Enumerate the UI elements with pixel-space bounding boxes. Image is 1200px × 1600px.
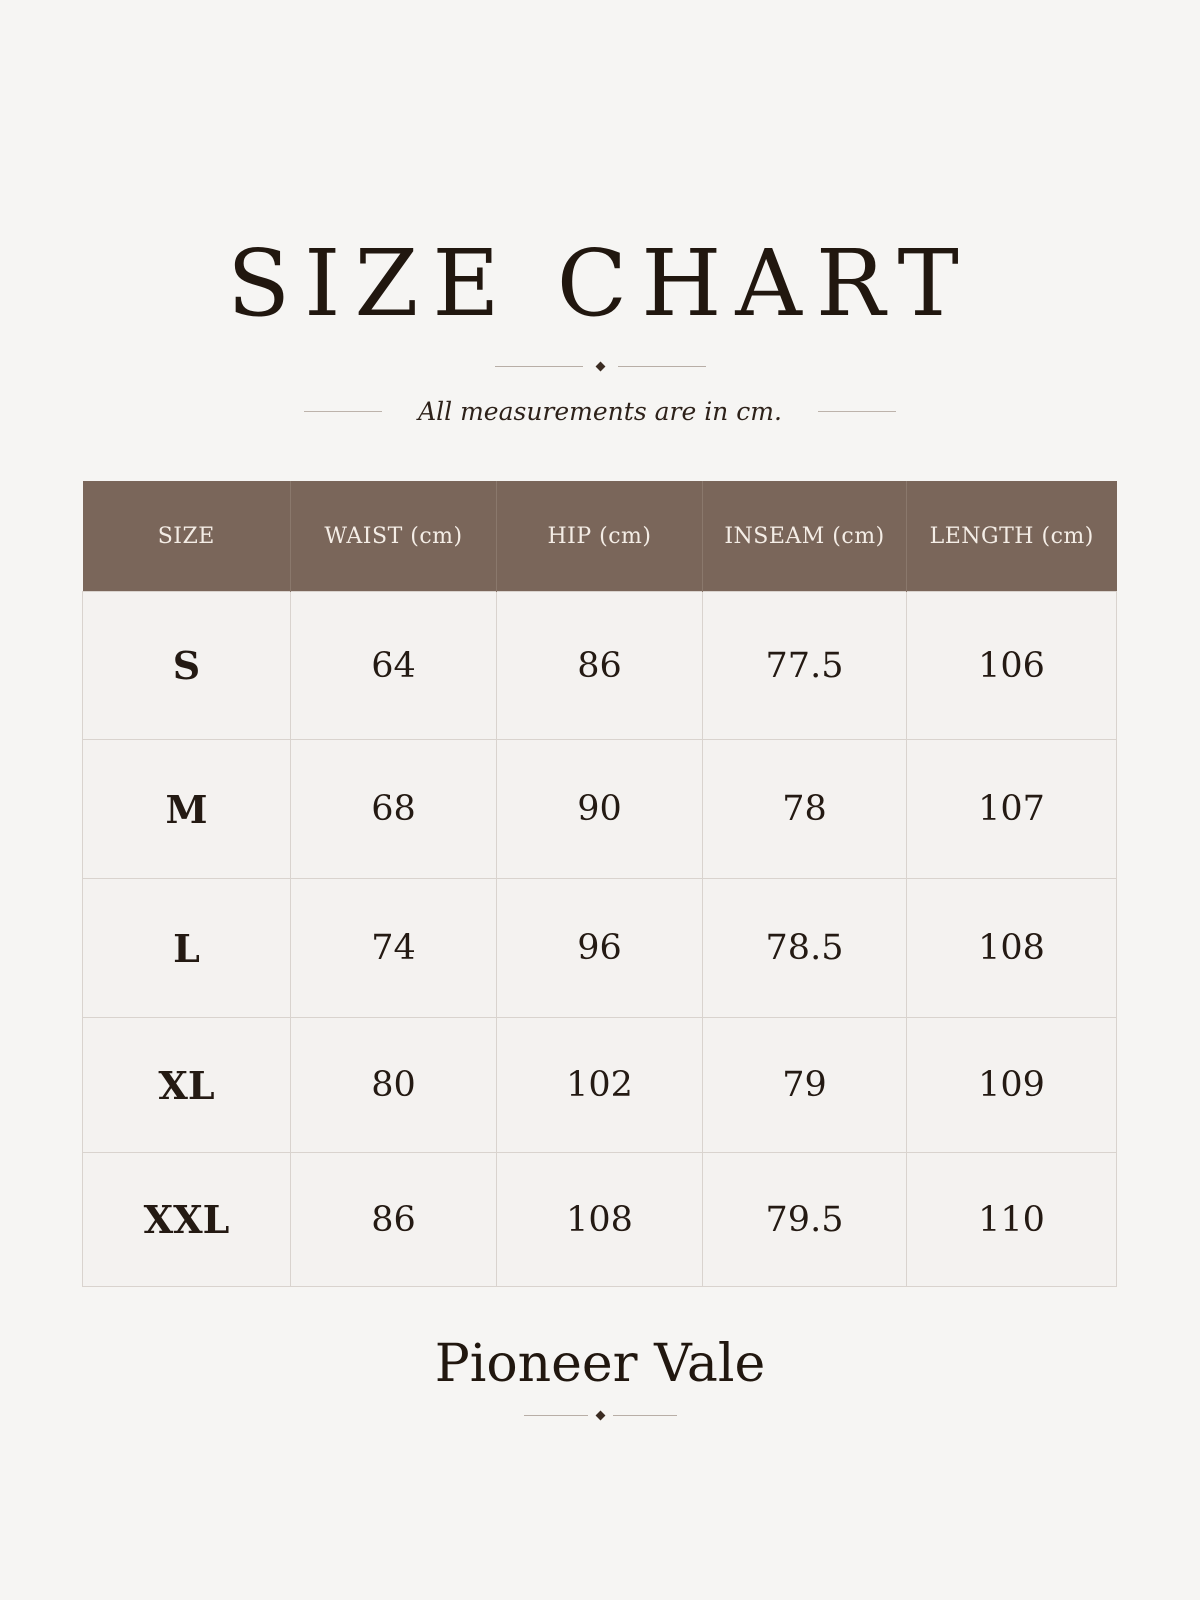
table-row xyxy=(83,740,1117,879)
column-header-size: SIZE xyxy=(83,481,291,592)
page-title: SIZE CHART xyxy=(227,230,973,337)
title-ornament xyxy=(0,363,1200,370)
inseam-cell: 79.5 xyxy=(703,1153,907,1287)
table-row xyxy=(83,1153,1117,1287)
brand-ornament xyxy=(0,1412,1200,1419)
length-cell: 109 xyxy=(907,1018,1117,1153)
size-table xyxy=(82,481,1117,1287)
size-cell: M xyxy=(83,740,291,879)
brand-name: Pioneer Vale xyxy=(434,1334,766,1394)
column-header-inseam: INSEAM (cm) xyxy=(703,481,907,592)
ornament-line-left xyxy=(495,366,583,367)
size-cell: XL xyxy=(83,1018,291,1153)
waist-cell: 74 xyxy=(291,879,497,1018)
hip-cell: 102 xyxy=(497,1018,703,1153)
waist-cell: 64 xyxy=(291,592,497,740)
table-row xyxy=(83,592,1117,740)
length-cell: 107 xyxy=(907,740,1117,879)
length-cell: 108 xyxy=(907,879,1117,1018)
subtitle-line-left xyxy=(304,411,382,412)
size-cell: XXL xyxy=(83,1153,291,1287)
measurement-note: All measurements are in cm. xyxy=(418,397,782,426)
size-cell: S xyxy=(83,592,291,740)
waist-cell: 68 xyxy=(291,740,497,879)
ornament-line-right xyxy=(613,1415,677,1416)
diamond-icon xyxy=(595,1411,605,1421)
inseam-cell: 79 xyxy=(703,1018,907,1153)
hip-cell: 108 xyxy=(497,1153,703,1287)
size-cell: L xyxy=(83,879,291,1018)
length-cell: 106 xyxy=(907,592,1117,740)
length-cell: 110 xyxy=(907,1153,1117,1287)
subtitle-line-right xyxy=(818,411,896,412)
inseam-cell: 78.5 xyxy=(703,879,907,1018)
waist-cell: 80 xyxy=(291,1018,497,1153)
ornament-line-left xyxy=(524,1415,588,1416)
hip-cell: 86 xyxy=(497,592,703,740)
subtitle-row xyxy=(0,397,1200,426)
table-row xyxy=(83,1018,1117,1153)
hip-cell: 96 xyxy=(497,879,703,1018)
column-header-length: LENGTH (cm) xyxy=(907,481,1117,592)
hip-cell: 90 xyxy=(497,740,703,879)
column-header-waist: WAIST (cm) xyxy=(291,481,497,592)
column-header-hip: HIP (cm) xyxy=(497,481,703,592)
table-row xyxy=(83,879,1117,1018)
waist-cell: 86 xyxy=(291,1153,497,1287)
table-header-row xyxy=(83,481,1117,592)
diamond-icon xyxy=(595,362,605,372)
ornament-line-right xyxy=(618,366,706,367)
inseam-cell: 77.5 xyxy=(703,592,907,740)
inseam-cell: 78 xyxy=(703,740,907,879)
